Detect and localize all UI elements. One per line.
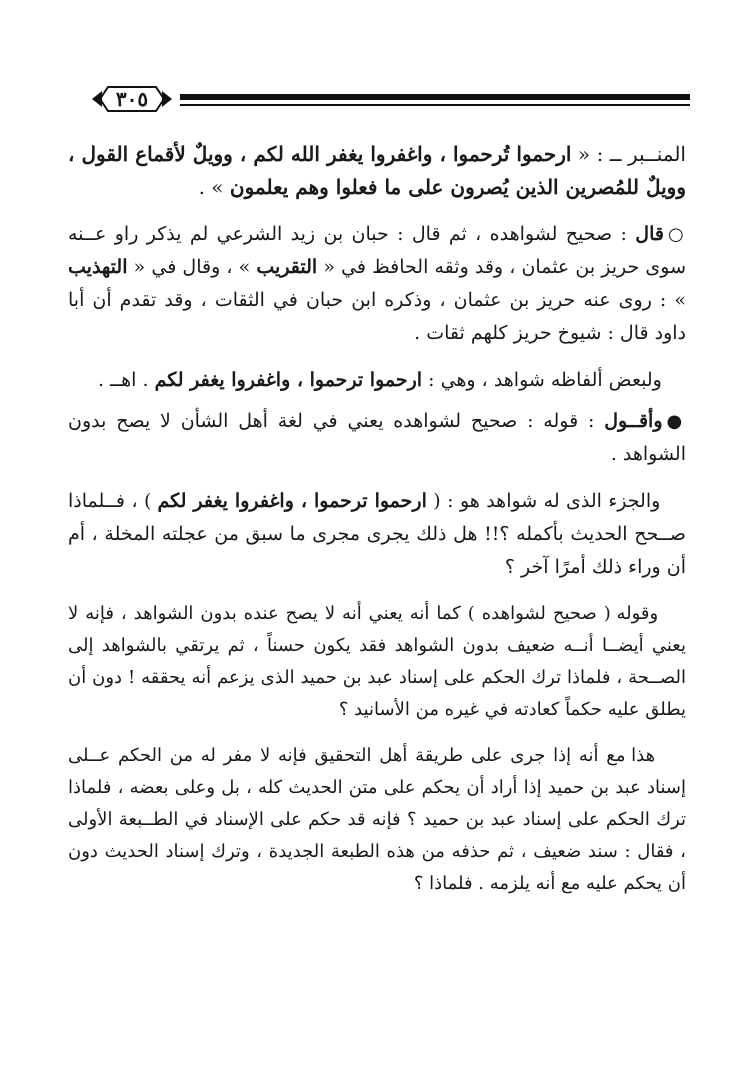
paragraph-quote <box>68 138 686 204</box>
juz-text-1: والجزء الذى له شواهد هو : ( <box>426 490 661 512</box>
page-number-ornament <box>90 82 174 116</box>
header-rule-thin <box>180 104 690 106</box>
paragraph-qawluhu <box>68 598 686 726</box>
shawahid-suffix: . اهــ . <box>97 369 155 391</box>
paragraph-hadha <box>68 740 686 900</box>
page-body <box>68 138 686 900</box>
qala-text-1: : صحيح لشواهده ، ثم قال : حبان بن زيد الشرعي لم يذكر راو عــنه سوى حريز بن عثمان ، وقد وثقه الحافظ في « <box>68 223 686 278</box>
juz-bold: ارحموا ترحموا ، واغفروا يغفر لكم <box>157 490 427 512</box>
hadha-text: هذا مع أنه إذا جرى على طريقة أهل التحقيق فإنه لا مفر له من الحكم عــلى إسناد عبد بن حميد إذا أراد أن يحكم على متن الحديث كله ، بل وعلى بعضه ، فلماذا ترك الحكم على إسناد عبد بن حميد ؟ فإنه قد حكم على الإسناد في الطــبعة الأولى ، فقال : سند ضعيف ، ثم حذفه من هذه الطبعة الجديدة ، وترك إسناد الحديث دون أن يحكم عليه مع أنه يلزمه . فلماذا ؟ <box>68 745 686 894</box>
paragraph-shawahid <box>68 364 686 397</box>
qala-label: قال <box>635 223 664 245</box>
paragraph-juz <box>68 485 686 584</box>
aqul-label: وأقــول <box>604 410 663 432</box>
filled-circle-marker-icon: ● <box>666 411 686 432</box>
tahdhib-title: التهذيب <box>68 256 128 278</box>
quote-suffix: » . <box>198 175 230 199</box>
paragraph-aqul <box>68 405 686 471</box>
juz-text-2: ) ، فــلماذا صــحح الحديث بأكمله ؟!! هل ذلك يجرى مجرى ما سبق من عجلته المخلة ، أم أن وراء ذلك أمرًا آخر ؟ <box>68 490 686 578</box>
page-number: ٣٠٥ <box>115 87 149 111</box>
quote-prefix: المنــبر ــ : « <box>571 142 686 166</box>
header-rule-thick <box>180 94 690 100</box>
qawluhu-text: وقوله ( صحيح لشواهده ) كما أنه يعني أنه لا يصح عنده بدون الشواهد ، فإنه لا يعني أيضــا أنــه ضعيف بدون الشواهد فقد يكون حسناً ، ثم يرتقي بالشواهد إلى الصــحة ، فلماذا ترك الحكم على إسناد عبد بن حميد الذى يزعم أنه يحققه ! دون أن يطلق عليه حكماً كعادته في غيره من الأسانيد ؟ <box>68 603 686 720</box>
qala-text-3: » : روى عنه حريز بن عثمان ، وذكره ابن حبان في الثقات ، وقد تقدم أن أبا داود قال : شيوخ حريز كلهم ثقات . <box>68 289 686 344</box>
shawahid-bold: ارحموا ترحموا ، واغفروا يغفر لكم <box>154 369 423 391</box>
qala-text-2: » ، وقال في « <box>127 256 257 278</box>
circle-marker-icon: ○ <box>667 224 686 245</box>
quote-hadith-text: ارحموا تُرحموا ، واغفروا يغفر الله لكم ، وويلٌ لأقماع القول ، وويلٌ للمُصرين الذين يُصرون على ما فعلوا وهم يعلمون <box>68 142 686 199</box>
shawahid-text: ولبعض ألفاظه شواهد ، وهي : <box>422 369 662 391</box>
aqul-text: : قوله : صحيح لشواهده يعني في لغة أهل الشأن لا يصح بدون الشواهد . <box>68 410 686 465</box>
paragraph-qala <box>68 218 686 350</box>
page-header <box>84 82 690 122</box>
taqrib-title: التقريب <box>256 256 318 278</box>
